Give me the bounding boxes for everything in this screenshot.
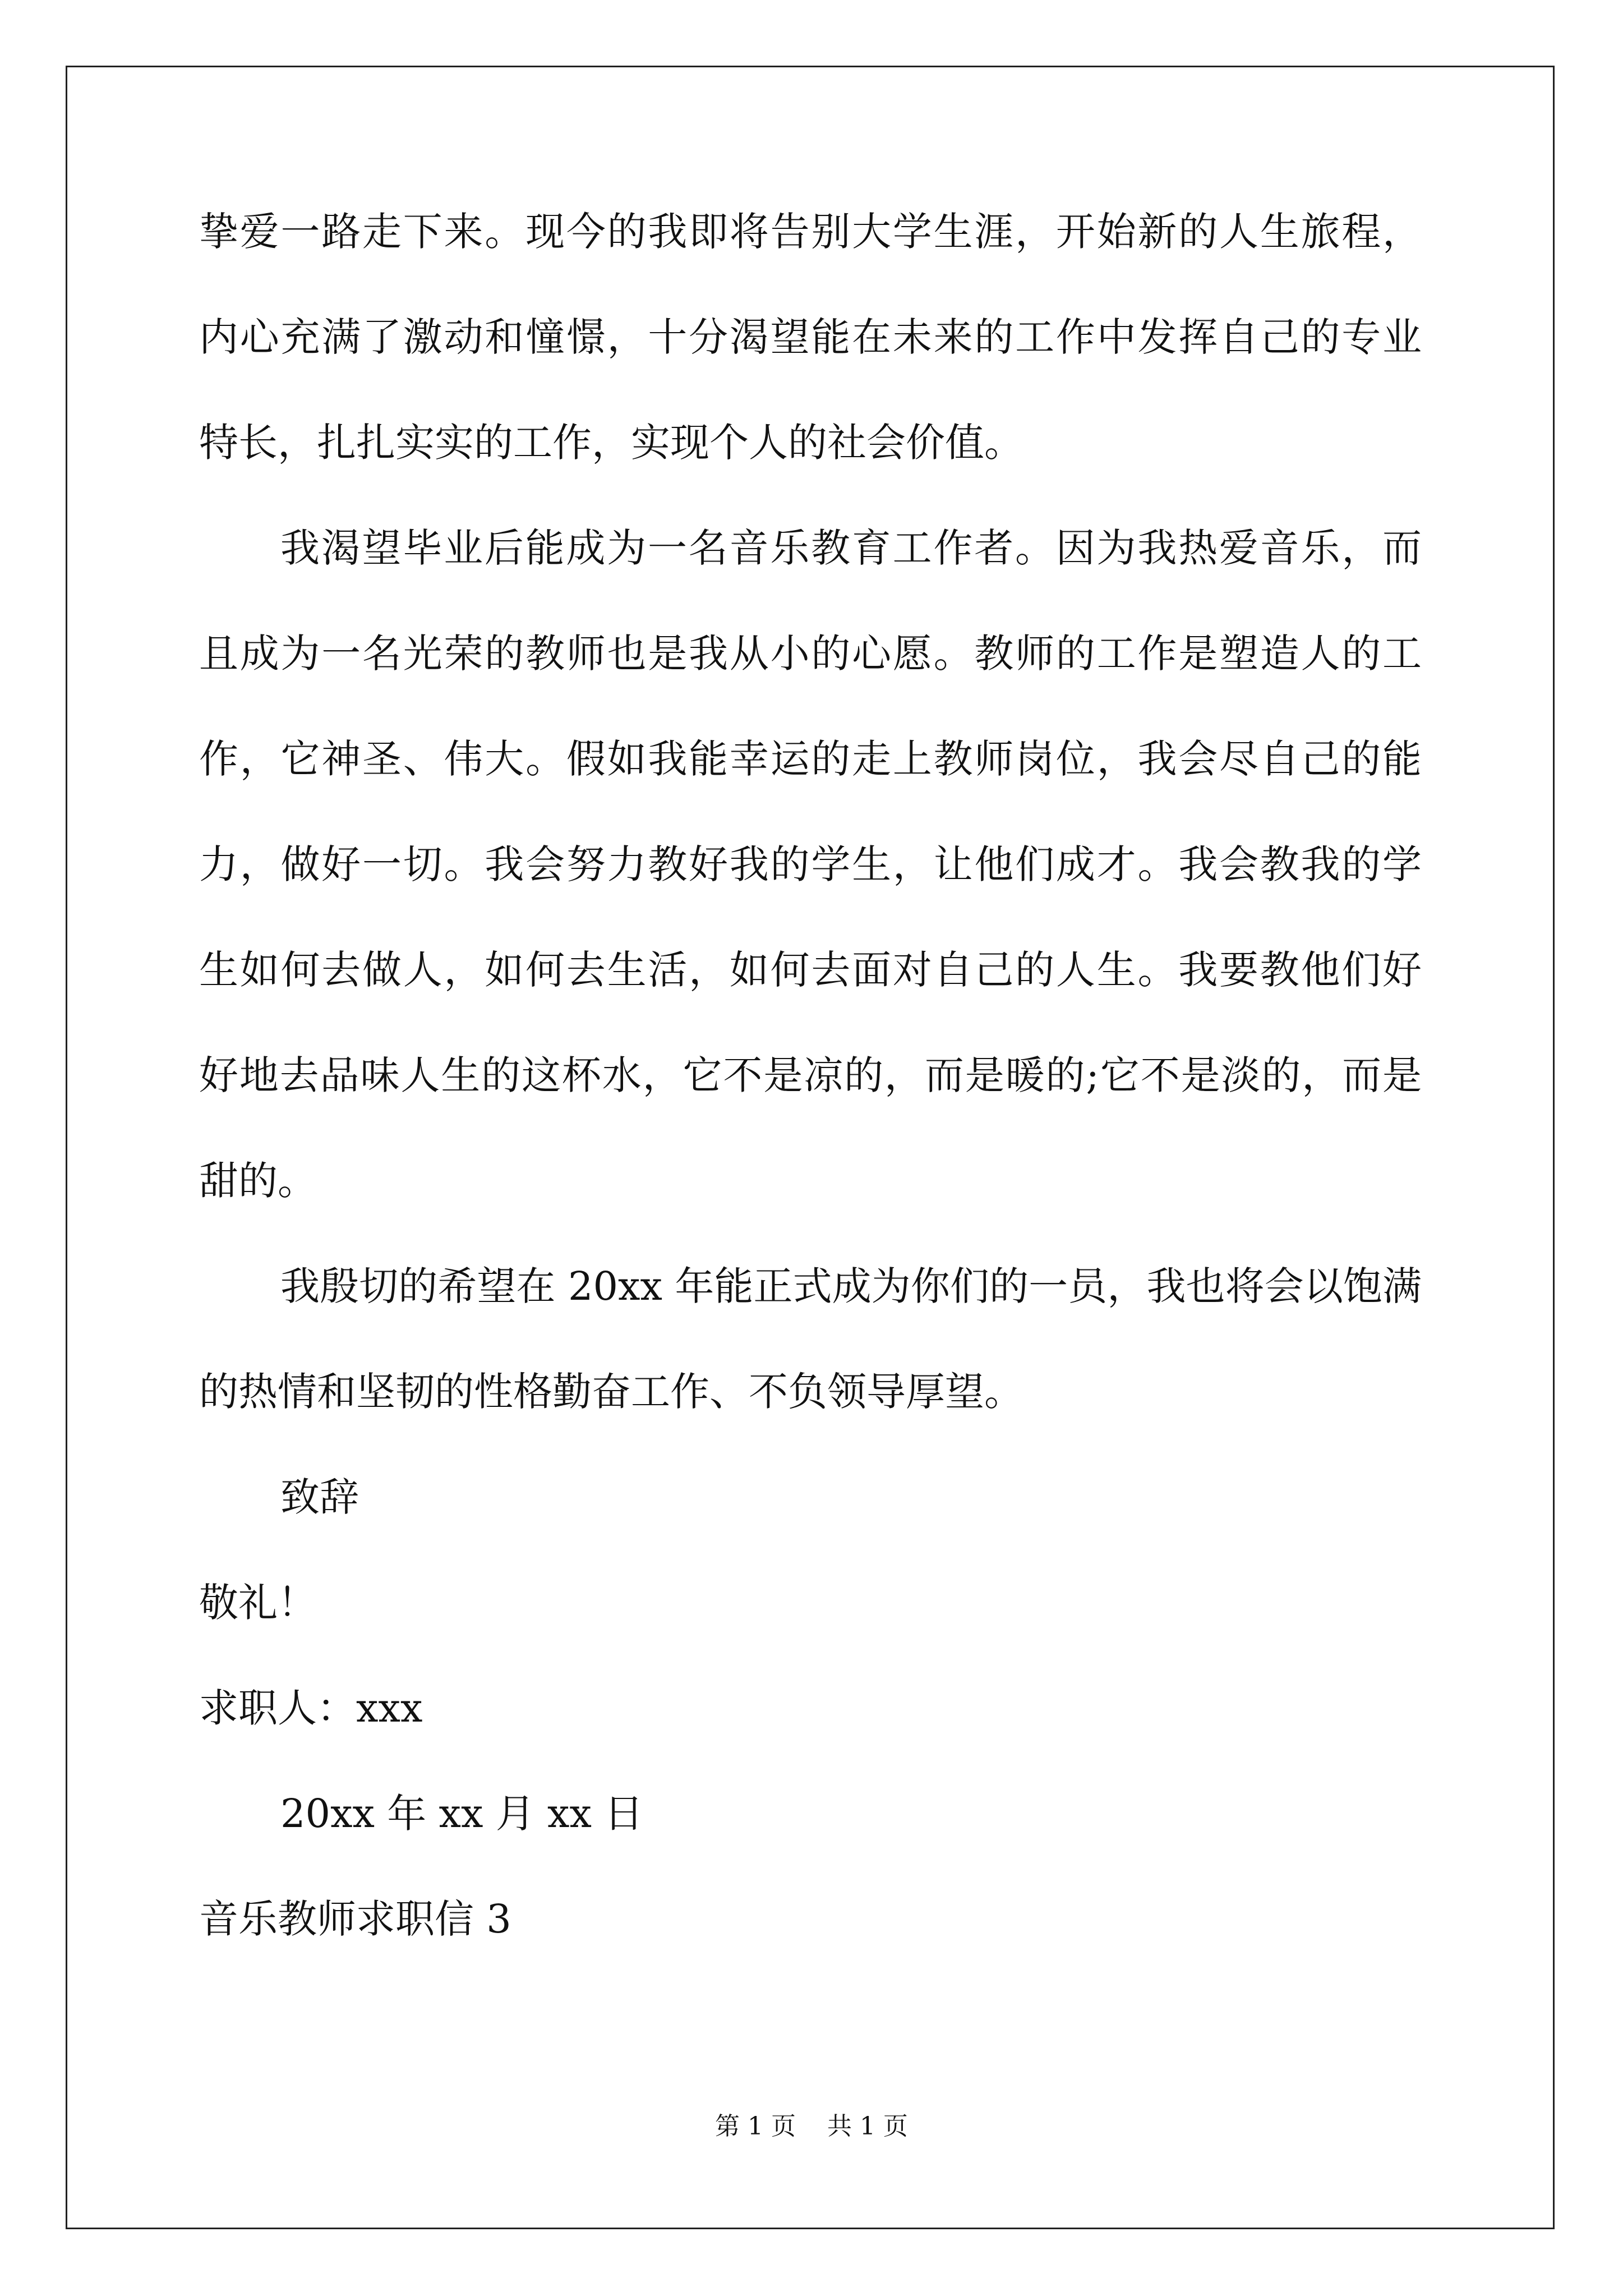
paragraph-3-line-2: 的热情和坚韧的性格勤奋工作、不负领导厚望。 — [199, 1369, 1023, 1415]
date-line: 20xx 年 xx 月 xx 日 — [280, 1791, 644, 1837]
paragraph-2-line-6: 好地去品味人生的这杯水，它不是凉的，而是暖的;它不是淡的，而是 — [199, 1052, 1422, 1098]
paragraph-2-line-2: 且成为一名光荣的教师也是我从小的心愿。教师的工作是塑造人的工 — [199, 631, 1422, 677]
signature-line: 求职人：xxx — [199, 1685, 423, 1731]
paragraph-2-line-1: 我渴望毕业后能成为一名音乐教育工作者。因为我热爱音乐，而 — [280, 525, 1422, 571]
paragraph-3-line-1: 我殷切的希望在 20xx 年能正式成为你们的一员，我也将会以饱满 — [280, 1263, 1422, 1309]
paragraph-2-line-4: 力，做好一切。我会努力教好我的学生，让他们成才。我会教我的学 — [199, 841, 1422, 887]
paragraph-2-line-5: 生如何去做人，如何去生活，如何去面对自己的人生。我要教他们好 — [199, 947, 1422, 993]
paragraph-1-line-2: 内心充满了激动和憧憬，十分渴望能在未来的工作中发挥自己的专业 — [199, 314, 1422, 360]
paragraph-2-line-3: 作，它神圣、伟大。假如我能幸运的走上教师岗位，我会尽自己的能 — [199, 736, 1422, 782]
paragraph-1-line-3: 特长，扎扎实实的工作，实现个人的社会价值。 — [199, 420, 1023, 466]
salutation-text: 敬礼！ — [199, 1580, 317, 1626]
paragraph-2-line-7: 甜的。 — [199, 1158, 317, 1204]
page-footer: 第 1 页 共 1 页 — [715, 2112, 908, 2141]
next-section-title: 音乐教师求职信 3 — [199, 1896, 511, 1942]
closing-text: 致辞 — [280, 1474, 359, 1520]
paragraph-1-line-1: 挚爱一路走下来。现今的我即将告别大学生涯，开始新的人生旅程， — [199, 209, 1422, 255]
